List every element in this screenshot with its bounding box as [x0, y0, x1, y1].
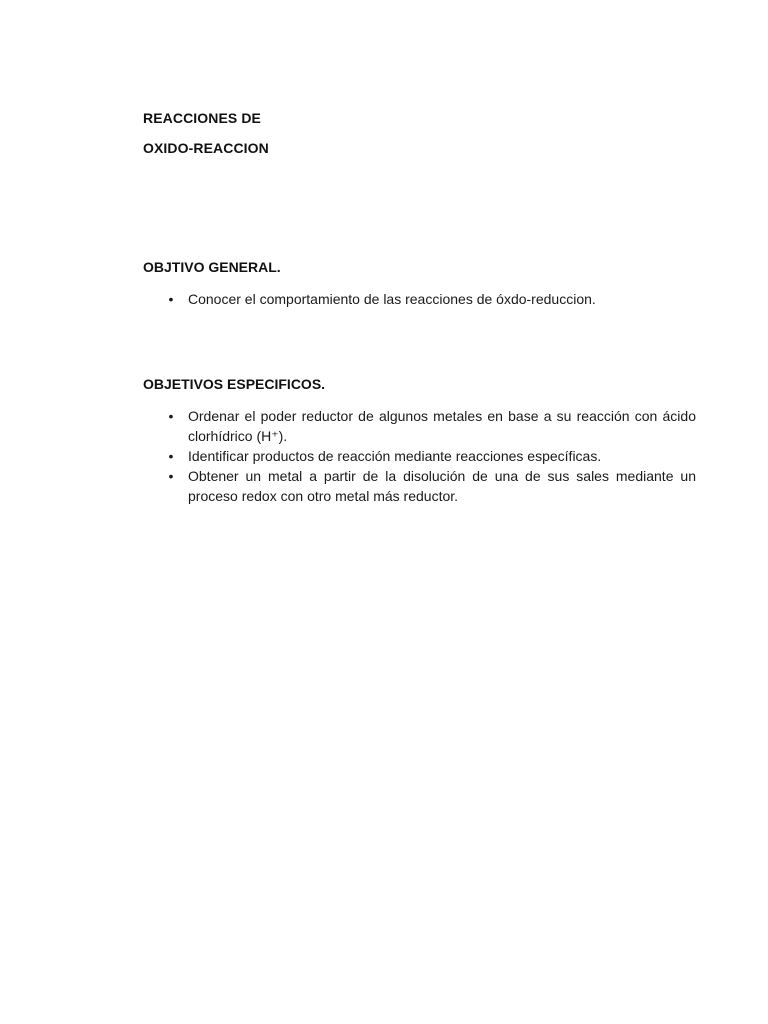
- document-title-line-1: REACCIONES DE: [143, 110, 261, 126]
- bullet-icon: •: [168, 408, 174, 424]
- list-item-text: Obtener un metal a partir de la disolución de una de sus sales mediante un proceso redox con otro metal más reductor.: [188, 468, 696, 504]
- list-item-text: Conocer el comportamiento de las reacciones de óxdo-reduccion.: [188, 291, 596, 307]
- specific-objectives-list: [0, 406, 696, 506]
- list-item: [168, 466, 696, 506]
- bullet-icon: •: [168, 291, 174, 307]
- bullet-icon: •: [168, 448, 174, 464]
- list-item-text: Identificar productos de reacción mediante reacciones específicas.: [188, 448, 602, 464]
- list-item: [168, 446, 696, 466]
- list-item: [168, 289, 696, 309]
- list-item: [168, 406, 696, 446]
- bullet-icon: •: [168, 468, 174, 484]
- list-item-text: Ordenar el poder reductor de algunos metales en base a su reacción con ácido clorhídrico (H⁺).: [188, 408, 696, 444]
- specific-objectives-heading: OBJETIVOS ESPECIFICOS.: [143, 376, 326, 392]
- general-objective-list: [0, 289, 696, 309]
- document-title-line-2: OXIDO-REACCION: [143, 140, 269, 156]
- general-objective-heading: OBJTIVO GENERAL.: [143, 259, 281, 275]
